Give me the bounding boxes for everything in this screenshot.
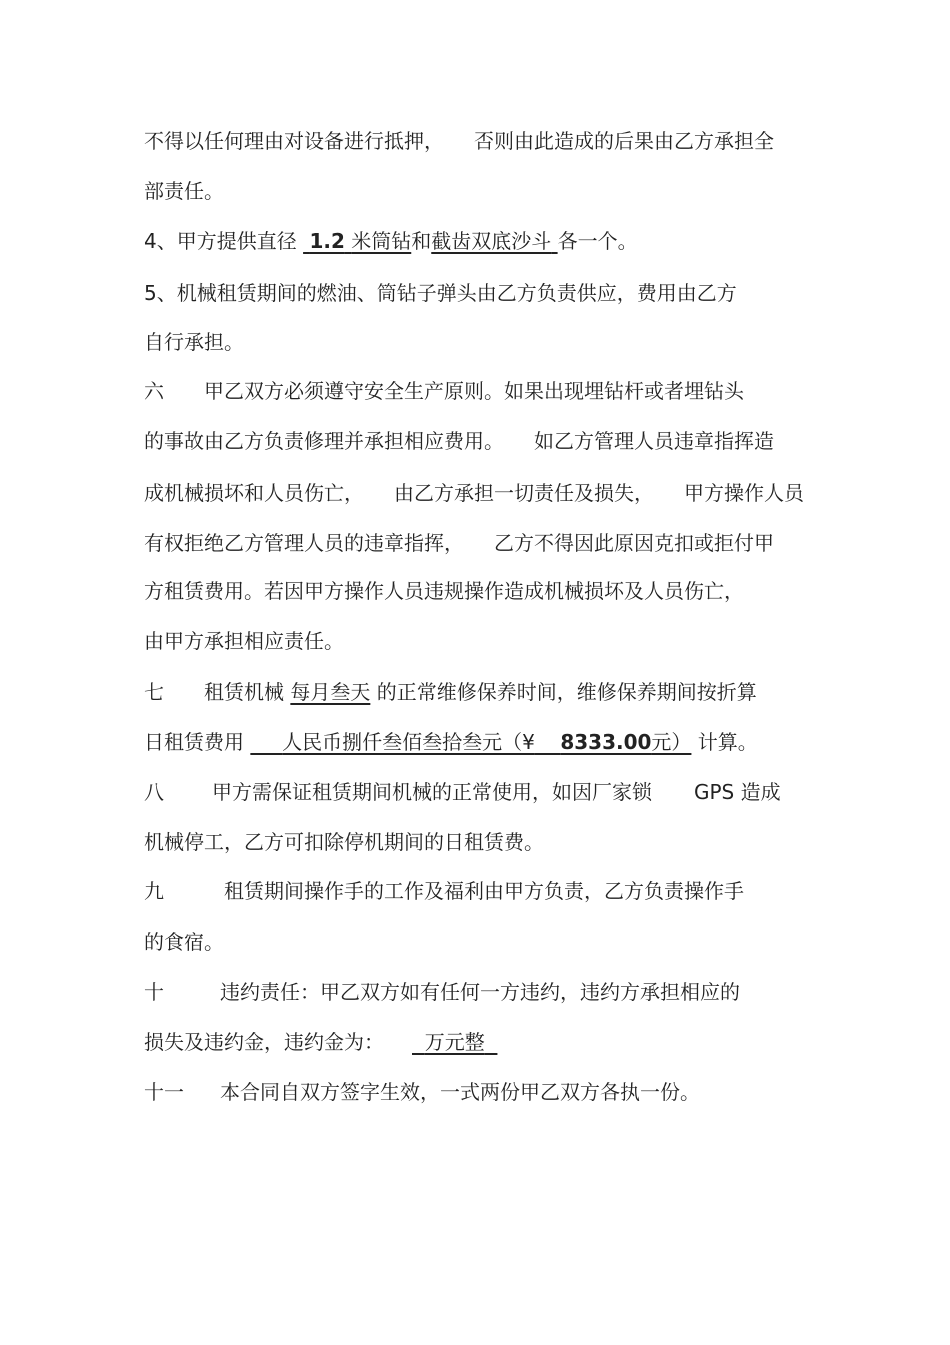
clause-7 [144,679,757,705]
maintenance-days-field: 每月叁天 [290,680,371,704]
paragraph-line [144,128,774,154]
text-segment: 的事故由乙方负责修理并承担相应费用。 [144,429,504,453]
paragraph-line [144,530,774,556]
paragraph-line: 由甲方承担相应责任。 [144,629,344,653]
clause-8 [144,779,781,805]
text-segment: 甲方需保证租赁期间机械的正常使用，如因厂家锁 [212,780,652,804]
text-segment: 本合同自双方签字生效，一式两份甲乙双方各执一份。 [220,1080,700,1104]
text-segment: 成机械损坏和人员伤亡， [144,481,364,505]
clause-number: 九 [144,879,164,903]
text-segment: 各一个。 [557,229,638,253]
clause-11 [144,1079,700,1105]
text-segment: 计算。 [697,730,758,754]
text-segment: 如乙方管理人员违章指挥造 [534,429,774,453]
text-segment: 违约责任：甲乙双方如有任何一方违约，违约方承担相应的 [220,980,740,1004]
text-segment: 不得以任何理由对设备进行抵押， [144,129,444,153]
penalty-amount-field: 万元整 [424,1030,485,1054]
text-segment: 4、甲方提供直径 [144,229,297,253]
paragraph-line [144,1029,497,1055]
text-segment: 造成 [740,780,781,804]
paragraph-line: 的食宿。 [144,930,224,954]
clause-4 [144,228,638,254]
paragraph-line [144,428,774,454]
text-segment: 日租赁费用 [144,730,244,754]
clause-number: 八 [144,780,164,804]
text-segment: 损失及违约金，违约金为： [144,1030,384,1054]
text-segment: 甲乙双方必须遵守安全生产原则。如果出现埋钻杆或者埋钻头 [204,379,744,403]
daily-fee-field: 人民币捌仟叁佰叁拾叁元（¥ 8333.00元） [282,730,692,754]
paragraph-line: 机械停工，乙方可扣除停机期间的日租赁费。 [144,830,544,854]
clause-10 [144,979,740,1005]
paragraph-line: 方租赁费用。若因甲方操作人员违规操作造成机械损坏及人员伤亡， [144,579,744,603]
drill-diameter-field: 1.2 米筒钻 [309,229,412,253]
text-segment: 有权拒绝乙方管理人员的违章指挥， [144,531,464,555]
clause-9 [144,878,744,904]
text-segment: 由乙方承担一切责任及损失， [394,481,654,505]
clause-number: 六 [144,379,164,403]
paragraph-line [144,480,804,506]
paragraph-line: 部责任。 [144,179,224,203]
text-segment: GPS [694,780,735,804]
bucket-type-field: 截齿双底沙斗 [431,229,552,253]
text-segment: 甲方操作人员 [684,481,804,505]
clause-5: 5、机械租赁期间的燃油、筒钻子弹头由乙方负责供应，费用由乙方 [144,281,737,305]
text-segment: 和 [411,229,432,253]
text-segment: 租赁期间操作手的工作及福利由甲方负责，乙方负责操作手 [224,879,744,903]
clause-6 [144,378,744,404]
paragraph-line: 自行承担。 [144,330,244,354]
text-segment: 的正常维修保养时间，维修保养期间按折算 [376,680,757,704]
text-segment: 乙方不得因此原因克扣或拒付甲 [494,531,774,555]
text-segment: 租赁机械 [204,680,284,704]
clause-number: 十 [144,980,164,1004]
text-segment: 否则由此造成的后果由乙方承担全 [474,129,774,153]
paragraph-line [144,729,758,755]
clause-number: 十一 [144,1080,184,1104]
clause-number: 七 [144,680,164,704]
